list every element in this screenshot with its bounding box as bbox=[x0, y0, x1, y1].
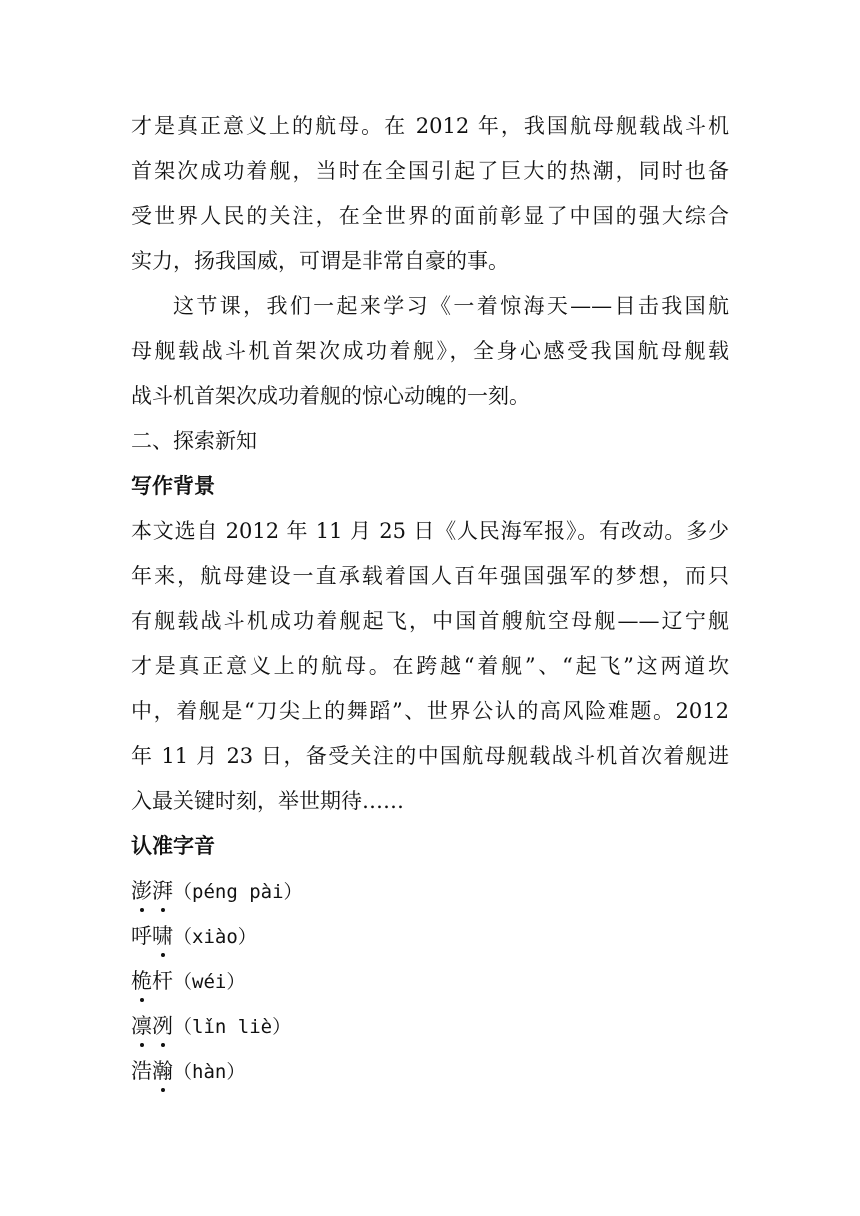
dotted-character: 澎 bbox=[131, 869, 152, 914]
background-line-1: 本文选自 2012 年 11 月 25 日《人民海军报》。有改动。多少 bbox=[131, 519, 729, 543]
pronunciation-heading: 认准字音 bbox=[131, 834, 215, 858]
dotted-character: 凛 bbox=[131, 1004, 152, 1049]
intro-line-2: 首架次成功着舰，当时在全国引起了巨大的热潮，同时也备 bbox=[131, 159, 729, 183]
document-page bbox=[131, 104, 729, 1094]
background-heading: 写作背景 bbox=[131, 474, 215, 498]
dotted-character: 瀚 bbox=[152, 1049, 173, 1094]
background-line-2: 年来，航母建设一直承载着国人百年强国强军的梦想，而只 bbox=[131, 564, 729, 588]
background-line-7: 入最关键时刻，举世期待…… bbox=[131, 789, 404, 813]
pronunciation-item-haohan bbox=[131, 1049, 729, 1094]
section-title: 二、探索新知 bbox=[131, 429, 257, 453]
pinyin-annotation: （hàn） bbox=[173, 1061, 246, 1083]
lesson-line-3: 战斗机首架次成功着舰的惊心动魄的一刻。 bbox=[131, 384, 530, 408]
character: 杆 bbox=[152, 969, 173, 993]
pronunciation-list bbox=[131, 869, 729, 1094]
character: 浩 bbox=[131, 1059, 152, 1083]
background-line-3: 有舰载战斗机成功着舰起飞，中国首艘航空母舰——辽宁舰 bbox=[131, 609, 729, 633]
pronunciation-item-pengpai bbox=[131, 869, 729, 914]
dotted-character: 啸 bbox=[152, 914, 173, 959]
background-line-4: 才是真正意义上的航母。在跨越“着舰”、“起飞”这两道坎 bbox=[131, 654, 729, 678]
pronunciation-item-weigan bbox=[131, 959, 729, 1004]
pinyin-annotation: （péng pài） bbox=[173, 881, 303, 903]
lesson-line-2: 母舰载战斗机首架次成功着舰》，全身心感受我国航母舰载 bbox=[131, 339, 729, 363]
dotted-character: 湃 bbox=[152, 869, 173, 914]
pronunciation-item-linlie bbox=[131, 1004, 729, 1049]
dotted-character: 桅 bbox=[131, 959, 152, 1004]
pinyin-annotation: （xiào） bbox=[173, 926, 257, 948]
lesson-line-1: 这节课，我们一起来学习《一着惊海天——目击我国航 bbox=[173, 294, 729, 318]
dotted-character: 冽 bbox=[152, 1004, 173, 1049]
intro-paragraph bbox=[131, 104, 729, 284]
intro-line-1: 才是真正意义上的航母。在 2012 年，我国航母舰载战斗机 bbox=[131, 114, 729, 138]
intro-line-3: 受世界人民的关注，在全世界的面前彰显了中国的强大综合 bbox=[131, 204, 729, 228]
lesson-paragraph bbox=[131, 284, 729, 419]
pinyin-annotation: （wéi） bbox=[173, 971, 246, 993]
intro-line-4: 实力，扬我国威，可谓是非常自豪的事。 bbox=[131, 249, 509, 273]
pronunciation-item-huxiao bbox=[131, 914, 729, 959]
background-line-6: 年 11 月 23 日，备受关注的中国航母舰载战斗机首次着舰进 bbox=[131, 744, 729, 768]
pinyin-annotation: （lǐn liè） bbox=[173, 1016, 292, 1038]
background-paragraph bbox=[131, 509, 729, 824]
character: 呼 bbox=[131, 924, 152, 948]
background-line-5: 中，着舰是“刀尖上的舞蹈”、世界公认的高风险难题。2012 bbox=[131, 699, 729, 723]
